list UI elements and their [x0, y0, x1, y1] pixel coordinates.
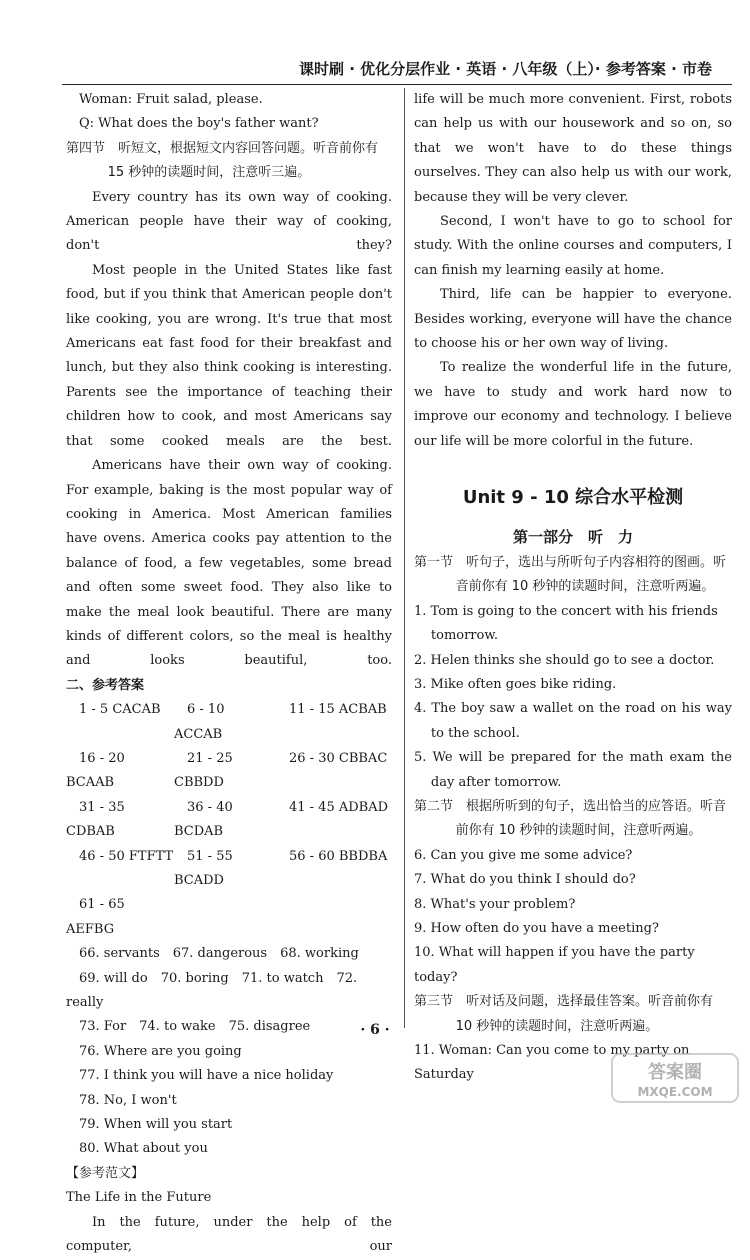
right-column: [414, 88, 732, 1088]
fill-answer-line: 66. servants 67. dangerous 68. working: [79, 946, 359, 962]
listening-item: 3. Mike often goes bike riding.: [414, 676, 617, 692]
essay-paragraph-4: To realize the wonderful life in the future, we have to study and work hard now to improve our economy and technology. I believe our life will be more colorful in the future.: [414, 360, 732, 449]
question-line: Q: What does the boy's father want?: [79, 116, 319, 132]
sample-essay-heading: 【参考范文】: [66, 1165, 145, 1181]
listening-item: 8. What's your problem?: [414, 896, 576, 912]
section-1-instruction: 第一节 听句子，选出与所听句子内容相符的图画。听音前你有 10 秒钟的读题时间，注意听两遍。: [414, 554, 727, 595]
answer-row: [66, 796, 392, 845]
answer-cell: 56 - 60 BBDBA: [289, 848, 388, 864]
answers-heading: 二、参考答案: [66, 677, 145, 693]
passage-paragraph-3: Americans have their own way of cooking. For example, baking is the most popular way of cooking in America. Most American families have ovens. America cooks pay attention to the balance of food, a few vegetables, some bread and often some sweet food. They also like to make the meal look beautiful. There are many kinds of different colors, so the meal is healthy and looks beautiful, too.: [66, 458, 392, 669]
fill-answer-line: 80. What about you: [79, 1141, 208, 1157]
dialogue-line: Woman: Fruit salad, please.: [79, 92, 263, 107]
svg-text:答案圈: 答案圈: [648, 1062, 702, 1083]
passage-paragraph-2: Most people in the United States like fast food, but if you think that American people don't like cooking, you are wrong. It's true that most Americans eat fast food for their breakfast and lunch, but they also think cooking is interesting. Parents see the importance of teaching their children how to cook, and most Americans say that some cooked meals are the best.: [66, 262, 392, 449]
watermark-logo: [610, 1050, 740, 1105]
section-4-instruction: 第四节 听短文，根据短文内容回答问题。听音前你有 15 秒钟的读题时间，注意听三遍。: [66, 140, 379, 181]
listening-item: 11. Woman: Can you come to my party on Saturday: [414, 1043, 690, 1083]
answer-cell: 36 - 40 BCDAB: [174, 799, 233, 840]
part-title: 第一部分 听 力: [512, 527, 633, 546]
listening-item: 1. Tom is going to the concert with his friends tomorrow.: [414, 603, 718, 644]
passage-paragraph-1: Every country has its own way of cooking. American people have their way of cooking, don't they?: [66, 189, 392, 254]
answer-cell: 61 - 65 AEFBG: [66, 897, 125, 937]
listening-item: 10. What will happen if you have the party today?: [414, 945, 695, 985]
answer-cell: 16 - 20 BCAAB: [66, 750, 125, 791]
section-2-instruction: 第二节 根据所听到的句子，选出恰当的应答语。听音前你有 10 秒钟的读题时间，注意听两遍。: [414, 798, 727, 839]
fill-answer-line: 77. I think you will have a nice holiday: [79, 1068, 334, 1084]
answer-cell: 26 - 30 CBBAC: [289, 750, 388, 766]
answer-cell: 31 - 35 CDBAB: [66, 799, 125, 840]
svg-text:MXQE.COM: MXQE.COM: [637, 1085, 713, 1099]
essay-paragraph-2: Second, I won't have to go to school for study. With the online courses and computers, I can finish my learning easily at home.: [414, 214, 732, 278]
answer-cell: 1 - 5 CACAB: [79, 702, 161, 718]
answer-row: [66, 698, 392, 747]
column-divider: [404, 88, 405, 1028]
listening-item: 6. Can you give me some advice?: [414, 847, 633, 863]
fill-answer-line: 79. When will you start: [79, 1117, 233, 1133]
essay-paragraph-1-start: In the future, under the help of the computer, our: [66, 1214, 392, 1255]
listening-item: 7. What do you think I should do?: [414, 872, 636, 888]
answer-key-table: [66, 698, 392, 942]
section-3-instruction: 第三节 听对话及问题，选择最佳答案。听音前你有 10 秒钟的读题时间，注意听两遍。: [414, 994, 714, 1034]
unit-title: Unit 9 - 10 综合水平检测: [462, 487, 684, 509]
answer-cell: 46 - 50 FTFTT: [79, 848, 174, 864]
answer-row: [66, 747, 392, 796]
answer-cell: 41 - 45 ADBAD: [289, 799, 389, 815]
essay-paragraph-1-end: life will be much more convenient. First, robots can help us with our housework and so on, so that we won't have to do these things ourselves. They can also help us with our work, because they will be very clever.: [414, 92, 732, 205]
listening-item: 4. The boy saw a wallet on the road on his way to the school.: [414, 701, 732, 741]
listening-item: 5. We will be prepared for the math exam the day after tomorrow.: [414, 750, 732, 790]
left-column: [66, 88, 392, 1260]
fill-answer-line: 76. Where are you going: [79, 1043, 242, 1059]
answer-cell: 51 - 55 BCADD: [174, 848, 233, 888]
essay-title: The Life in the Future: [66, 1190, 212, 1206]
answer-cell: 21 - 25 CBBDD: [174, 750, 233, 791]
running-header: 课时刷 · 优化分层作业 · 英语 · 八年级（上）· 参考答案 · 市卷: [62, 54, 732, 85]
essay-paragraph-3: Third, life can be happier to everyone. Besides working, everyone will have the chance to choose his or her own way of living.: [414, 287, 732, 352]
listening-item: 9. How often do you have a meeting?: [414, 921, 659, 936]
fill-answer-line: 69. will do 70. boring 71. to watch 72. really: [66, 970, 358, 1011]
fill-answer-line: 73. For 74. to wake 75. disagree: [79, 1019, 311, 1035]
fill-answer-line: 78. No, I won't: [79, 1092, 177, 1108]
answer-cell: 6 - 10 ACCAB: [174, 702, 225, 742]
page-number: · 6 ·: [360, 1022, 390, 1038]
answer-row: [66, 845, 392, 894]
answer-cell: 11 - 15 ACBAB: [289, 702, 387, 718]
listening-item: 2. Helen thinks she should go to see a doctor.: [414, 652, 715, 668]
answer-row: [66, 893, 392, 942]
